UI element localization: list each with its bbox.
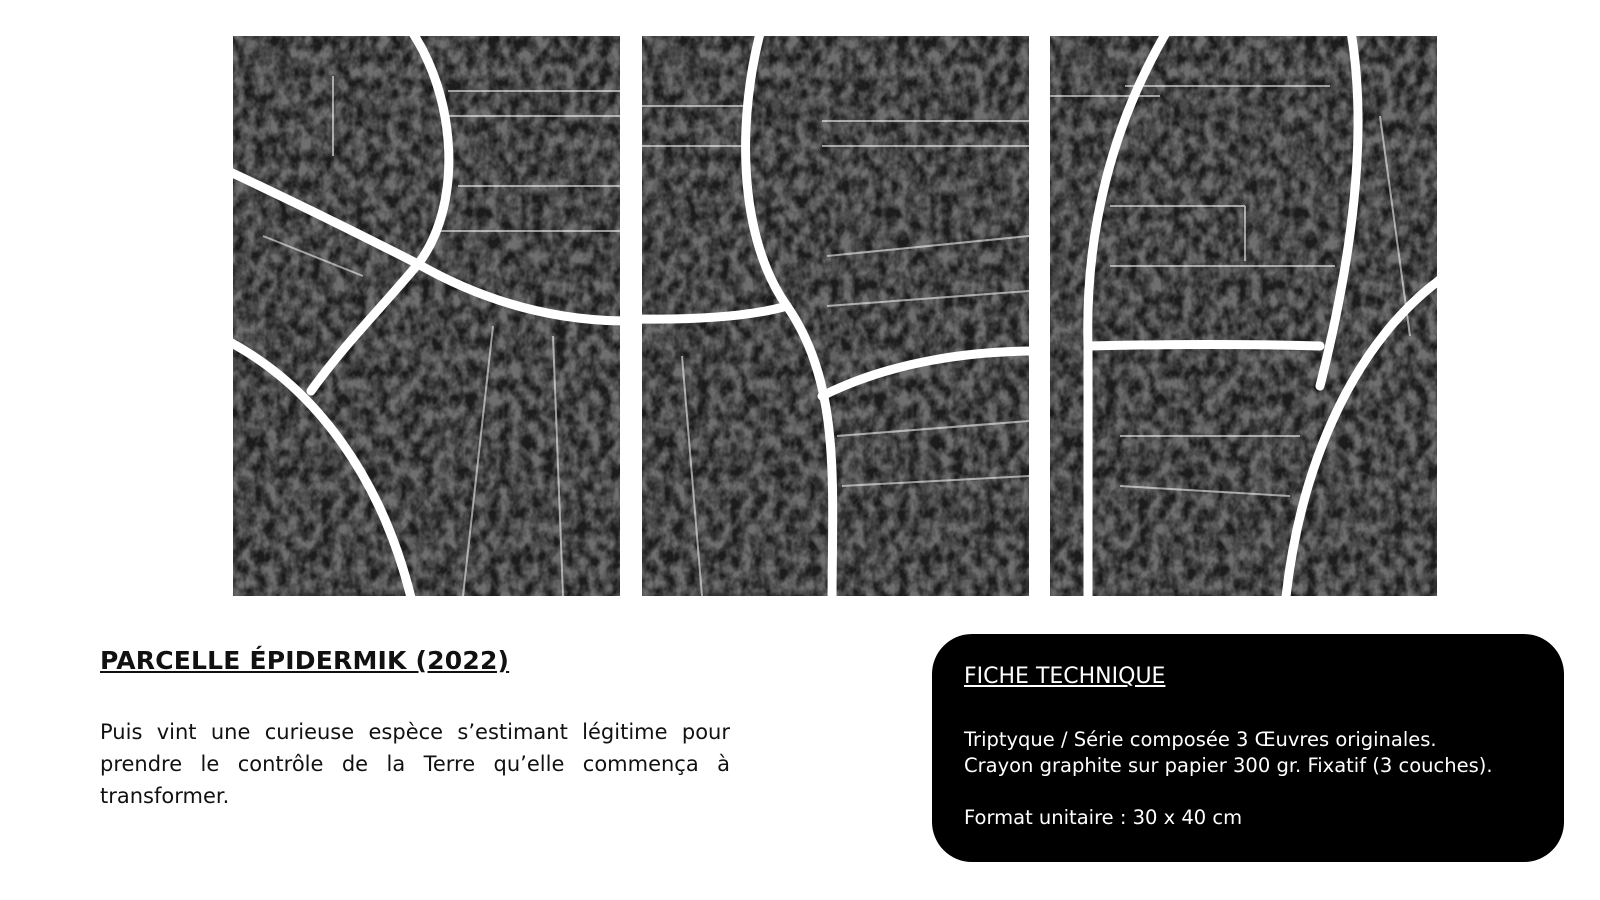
tech-sheet-card (932, 634, 1564, 862)
tech-sheet-spacer (964, 779, 1532, 805)
tech-sheet-line-medium: Crayon graphite sur papier 300 gr. Fixatif (3 couches). (964, 754, 1493, 777)
tech-sheet-heading: FICHE TECHNIQUE (964, 664, 1166, 689)
tech-sheet-line-format: Format unitaire : 30 x 40 cm (964, 806, 1243, 829)
artwork-panel-1 (233, 36, 620, 596)
artwork-panel-2 (642, 36, 1029, 596)
tech-sheet-line-series: Triptyque / Série composée 3 Œuvres originales. (964, 728, 1437, 751)
artwork-title: PARCELLE ÉPIDERMIK (2022) (100, 646, 510, 675)
artwork-description: Puis vint une curieuse espèce s’estimant légitime pour prendre le contrôle de la Terre qu’elle commença à transformer. (100, 720, 730, 808)
artwork-panel-3 (1050, 36, 1437, 596)
